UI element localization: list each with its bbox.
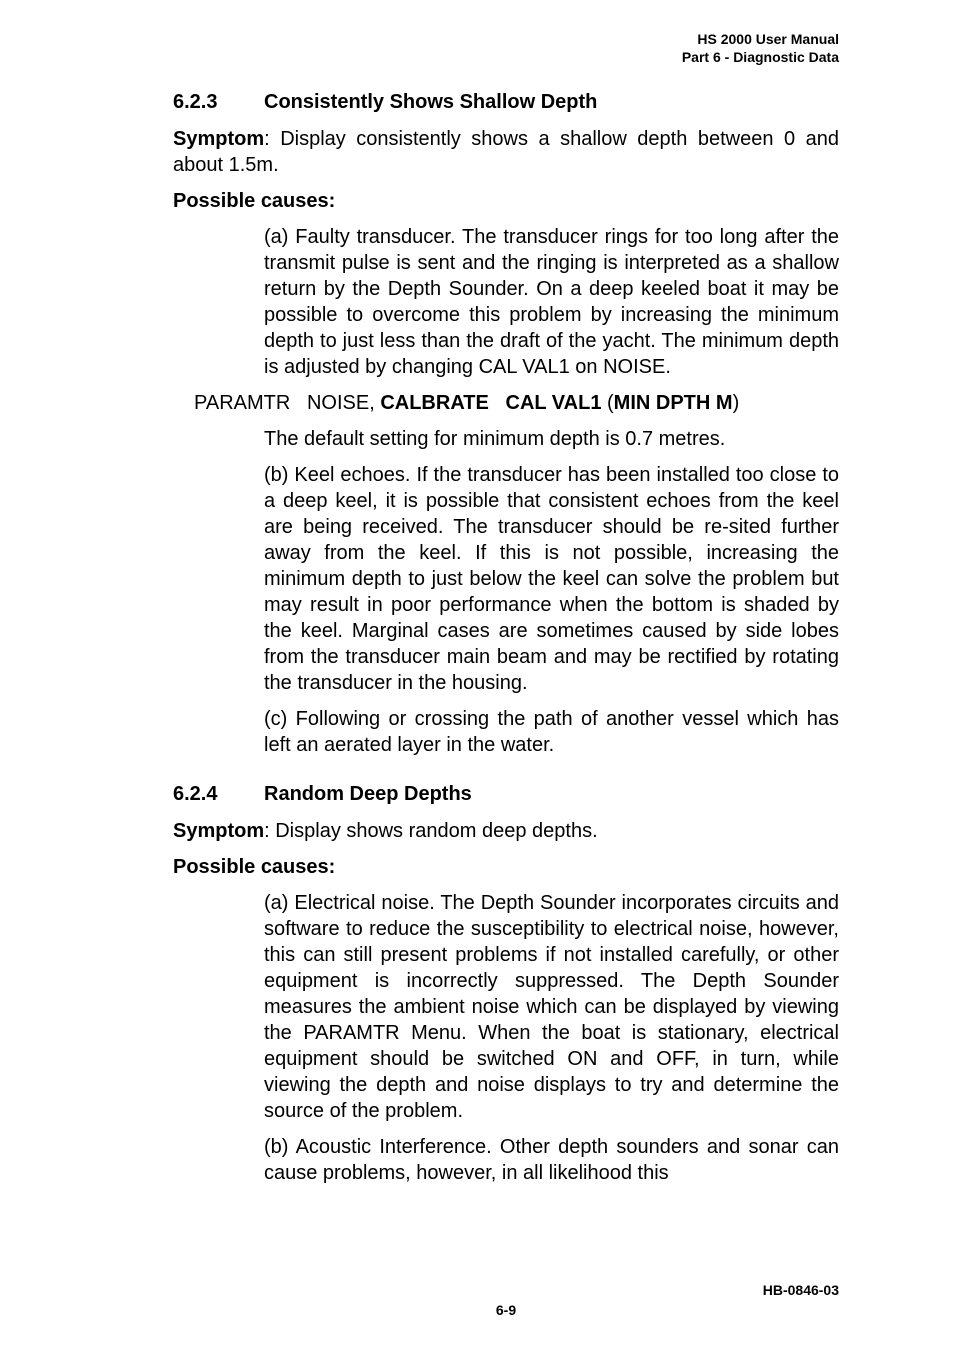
menu-path-min-depth: MIN DPTH M [613,392,733,414]
cause-faulty-transducer: (a) Faulty transducer. The transducer rings for too long after the transmit pulse is sent and the ringing is interpreted as a shallow return by the Depth Sounder. On a deep keeled boat it may be possible to overcome this problem by increasing the minimum depth to just less than the draft of the yacht. The minimum depth is adjusted by changing CAL VAL1 on NOISE. [264,226,839,378]
menu-path-paren-open: ( [601,392,614,414]
cause-acoustic-interference: (b) Acoustic Interference. Other depth sounders and sonar can cause problems, however, in all likelihood this [264,1136,839,1184]
section-number: 6.2.4 [173,783,218,805]
cause-electrical-noise: (a) Electrical noise. The Depth Sounder incorporates circuits and software to reduce the susceptibility to electrical noise, however, this can still present problems if not installed carefully, or other equipment is incorrectly suppressed. The Depth Sounder measures the ambient noise which can be displayed by viewing the PARAMTR Menu. When the boat is stationary, electrical equipment should be switched ON and OFF, in turn, while viewing the depth and noise displays to try and determine the source of the problem. [264,892,839,1122]
manual-title: HS 2000 User Manual [697,31,839,47]
part-title: Part 6 - Diagnostic Data [681,49,839,65]
symptom-text: : Display consistently shows a shallow depth between 0 and about 1.5m. [173,128,839,176]
section-heading-6-2-4 [173,780,839,808]
section-title: Consistently Shows Shallow Depth [264,91,598,113]
page-number: 6-9 [495,1302,517,1318]
possible-causes-label: Possible causes: [173,190,336,212]
menu-path [194,390,839,416]
menu-path-calbrate: CALBRATE CAL VAL1 [380,392,602,414]
document-code: HB-0846-03 [762,1282,839,1298]
section-title: Random Deep Depths [264,783,472,805]
menu-path-noise: PARAMTR NOISE, [194,392,381,414]
default-setting-note: The default setting for minimum depth is 0.7 metres. [264,428,726,450]
symptom-paragraph [173,818,839,844]
cause-keel-echoes: (b) Keel echoes. If the transducer has been installed too close to a deep keel, it is possible that consistent echoes from the keel are being received. The transducer should be re-sited further away from the keel. If this is not possible, increasing the minimum depth to just below the keel can solve the problem but may result in poor performance when the bottom is shaded by the keel. Marginal cases are sometimes caused by side lobes from the transducer main beam and may be rectified by rotating the transducer in the housing. [264,464,839,694]
possible-causes-label: Possible causes: [173,856,336,878]
symptom-label: Symptom [173,820,265,842]
symptom-text: : Display shows random deep depths. [264,820,598,842]
section-gap [173,768,839,780]
section-heading-6-2-3 [173,88,839,116]
cause-aerated-layer: (c) Following or crossing the path of another vessel which has left an aerated layer in the water. [264,708,839,756]
section-number: 6.2.3 [173,91,218,113]
page-content [173,88,839,1196]
symptom-label: Symptom [173,128,265,150]
menu-path-paren-close: ) [732,392,740,414]
symptom-paragraph [173,126,839,178]
page-header [682,30,839,66]
